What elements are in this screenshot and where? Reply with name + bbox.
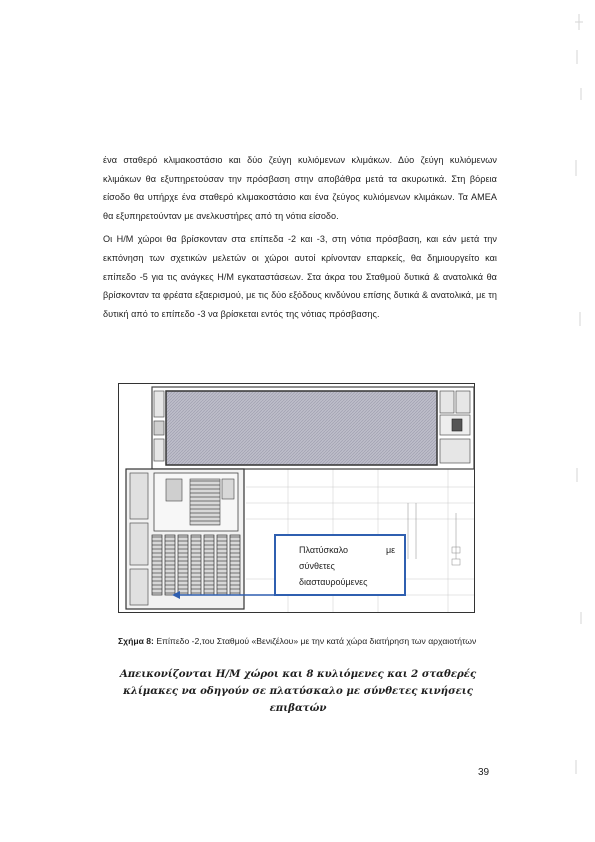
escalator-bank — [152, 535, 240, 595]
body-text — [103, 151, 497, 328]
scan-margin-artifacts — [567, 0, 587, 842]
callout-word-4: διασταυρούμενες — [299, 577, 368, 587]
caption-text: Επίπεδο -2,του Σταθμού «Βενιζέλου» με την κατά χώρα διατήρηση των αρχαιοτήτων — [153, 636, 477, 646]
hm-room-1 — [130, 473, 148, 519]
central-stair — [190, 479, 220, 525]
paragraph-1: ένα σταθερό κλιμακοστάσιο και δύο ζεύγη κυλιόμενων κλιμάκων. Δύο ζεύγη κυλιόμενων κλιμάκων θα εξυπηρετούσαν την πρόσβαση στην αποβάθρα μετά τα ακυρωτικά. Στη βόρεια είσοδο θα υπήρχε ένα σταθερό κλιμακοστάσιο και ένα ζεύγος κυλιόμενων κλιμάκων. Τα ΑΜΕΑ θα εξυπηρετούνταν με ανελκυστήρες από τη νότια είσοδο. — [103, 155, 497, 221]
figure-summary: Απεικονίζονται Η/Μ χώροι και 8 κυλιόμενες και 2 σταθερές κλίμακες να οδηγούν σε πλατύσκαλο με σύνθετες κινήσεις επιβατών — [119, 668, 477, 714]
caption-label: Σχήμα 8: — [118, 636, 154, 646]
hm-room-3 — [130, 569, 148, 605]
platform-west-stairs — [154, 391, 164, 461]
platform-hatched-area — [166, 391, 437, 465]
hm-room-2 — [130, 523, 148, 565]
callout-word-2: με — [386, 545, 396, 555]
callout-word-1: Πλατύσκαλο — [299, 545, 349, 555]
core-room — [222, 479, 234, 499]
callout-word-3: σύνθετες — [299, 561, 335, 571]
figure-caption — [118, 633, 483, 650]
paragraph-2: Οι Η/Μ χώροι θα βρίσκονταν στα επίπεδα -2 και -3, στη νότια πρόσβαση, και εάν μετά την εκπόνηση των σχετικών μελετών οι χώροι αυτοί κρίνονταν επαρκείς, θα δημιουργείτο και επίπεδο -5 για τις ανάγκες Η/Μ εγκαταστάσεων. Στα άκρα του Σταθμού δυτικά & ανατολικά θα βρίσκονταν τα φρέατα εξαερισμού, με τις δύο εξόδους κινδύνου επίσης δυτικά & ανατολικά, με τη δυτική από το επίπεδο -3 να βρίσκεται εντός της νότιας πρόσβασης. — [103, 234, 497, 319]
page-number: 39 — [478, 767, 490, 778]
core-lift — [166, 479, 182, 501]
floor-plan-figure — [118, 383, 475, 613]
